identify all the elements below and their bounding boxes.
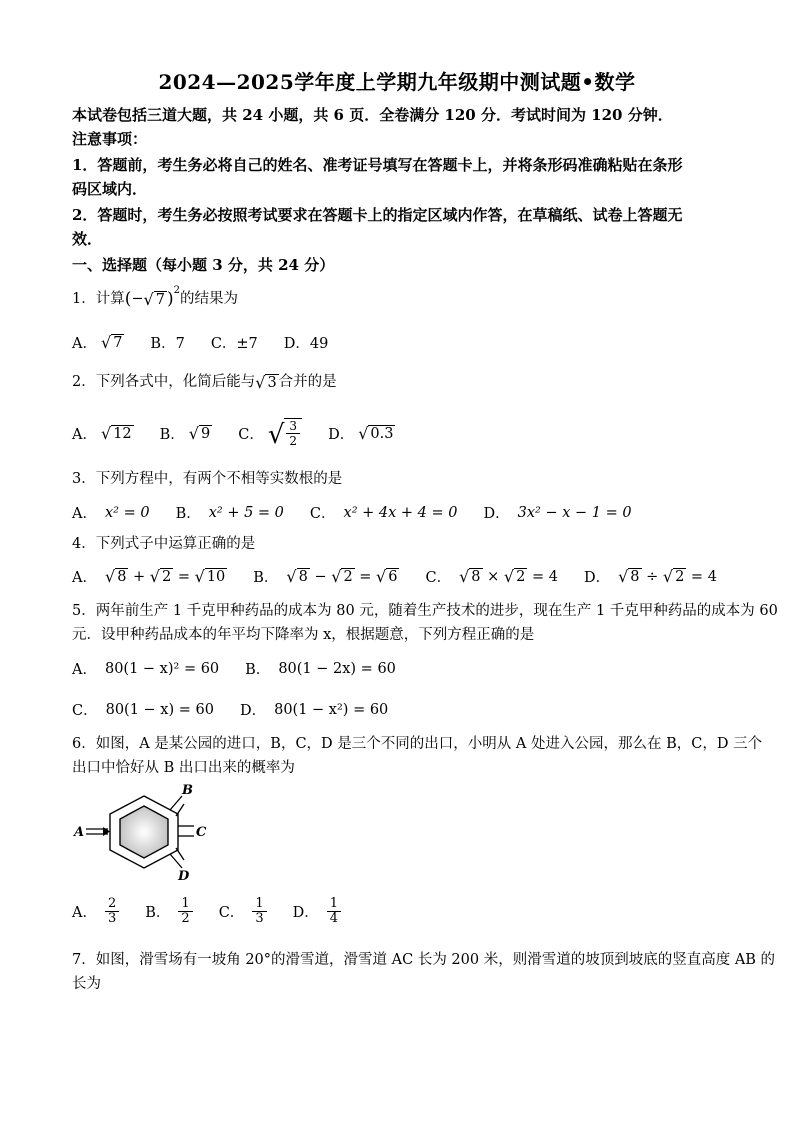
inner-hexagon (120, 806, 168, 858)
q1-option-b[interactable]: B．7 (150, 336, 185, 352)
q1-option-d[interactable]: D．49 (283, 336, 329, 352)
q5-option-c[interactable]: C． 80(1 − x) = 60 (72, 701, 214, 719)
q4-options (72, 566, 743, 587)
question-3: 3．下列方程中，有两个不相等实数根的是 (72, 471, 343, 487)
note-2-line-1: 2．答题时，考生务必按照考试要求在答题卡上的指定区域内作答，在草稿纸、试卷上答题无 (72, 206, 683, 224)
q3-option-a[interactable]: A． x² = 0 (72, 504, 150, 522)
q2-option-b[interactable]: B． √ 9 (159, 423, 211, 443)
q5-option-d[interactable]: D． 80(1 − x²) = 60 (239, 701, 389, 719)
question-1: 1．计算 ( − √ 7 ) $^2$ 的结果为 (72, 285, 238, 309)
q1-sqrt: √ 7 (143, 289, 165, 309)
q5-options-row-2 (72, 699, 414, 720)
q1-prefix: 1．计算 (72, 291, 125, 307)
section-1-heading: 一、选择题（每小题 3 分，共 24 分） (72, 256, 335, 274)
q2-option-c[interactable]: C． √ $\frac{3}{2}$ (238, 418, 302, 448)
q1-option-a[interactable]: A． √ 7 (72, 333, 123, 352)
question-4: 4．下列式子中运算正确的是 (72, 536, 256, 552)
exit-path-d (170, 854, 182, 868)
q3-option-b[interactable]: B． x² + 5 = 0 (175, 504, 284, 522)
q3-option-d[interactable]: D． 3x² − x − 1 = 0 (483, 504, 632, 522)
note-1-line-2: 码区域内． (72, 180, 148, 198)
question-6-line-1: 6．如图，A 是某公园的进口，B，C，D 是三个不同的出口，小明从 A 处进入公园，那么在 B，C，D 三个 (72, 736, 763, 752)
label-d: D (178, 869, 190, 882)
q1-option-c[interactable]: C．±7 (210, 336, 258, 352)
question-6-line-2: 出口中恰好从 B 出口出来的概率为 (72, 760, 295, 776)
q6-option-b[interactable]: B． $\frac{1}{2}$ (145, 897, 192, 926)
note-2-line-2: 效． (72, 230, 103, 248)
q6-option-c[interactable]: C． $\frac{1}{3}$ (219, 897, 267, 926)
entrance-arrow-head (103, 827, 110, 836)
q6-option-a[interactable]: A． $\frac{2}{3}$ (72, 897, 119, 926)
exam-intro: 本试卷包括三道大题，共 24 小题，共 6 页．全卷满分 120 分．考试时间为 120 分钟． (72, 106, 673, 124)
label-a: A (74, 825, 85, 840)
label-c: C (196, 825, 207, 840)
q2-option-a[interactable]: A． √ 12 (72, 423, 132, 443)
q4-option-a[interactable]: A． √ 8 + √ 2 = √ 10 (72, 567, 226, 586)
page-title: 2024—2025学年度上学期九年级期中测试题•数学 (158, 70, 636, 94)
note-1-line-1: 1．答题前，考生务必将自己的姓名、准考证号填写在答题卡上，并将条形码准确粘贴在条形 (72, 156, 683, 174)
q4-option-b[interactable]: B． √ 8 − √ 2 = √ 6 (253, 567, 398, 586)
q6-options (72, 897, 367, 926)
q2-options (72, 418, 421, 448)
notice-heading: 注意事项： (72, 130, 148, 148)
q3-option-c[interactable]: C． x² + 4x + 4 = 0 (309, 504, 458, 522)
exit-path-d-2 (176, 848, 184, 860)
q1-options (72, 332, 354, 353)
park-diagram (70, 782, 220, 882)
question-7-line-2: 长为 (72, 976, 101, 992)
q3-options (72, 502, 658, 523)
question-7-line-1: 7．如图，滑雪场有一坡角 20°的滑雪道，滑雪道 AC 长为 200 米，则滑雪道的坡顶到坡底的竖直高度 AB 的 (72, 952, 776, 968)
q6-option-d[interactable]: D． $\frac{1}{4}$ (293, 897, 341, 926)
exit-path-b-2 (176, 804, 184, 816)
question-2: 2．下列各式中，化简后能与 √ 3 合并的是 (72, 372, 337, 392)
question-5-line-2: 元．设甲种药品成本的年平均下降率为 x，根据题意，下列方程正确的是 (72, 627, 535, 643)
q5-options-row-1 (72, 658, 422, 679)
q1-suffix: 的结果为 (179, 291, 238, 307)
question-5-line-1: 5．两年前生产 1 千克甲种药品的成本为 80 元，随着生产技术的进步，现在生产 1 千克甲种药品的成本为 60 (72, 603, 778, 619)
q4-option-c[interactable]: C． √ 8 × √ 2 = 4 (425, 567, 558, 586)
q5-option-a[interactable]: A． 80(1 − x)² = 60 (72, 660, 220, 678)
q4-option-d[interactable]: D． √ 8 ÷ √ 2 = 4 (583, 567, 717, 586)
q2-option-d[interactable]: D． √ 0.3 (328, 423, 394, 443)
label-b: B (182, 783, 193, 798)
q5-option-b[interactable]: B． 80(1 − 2x) = 60 (245, 660, 396, 678)
exit-path-b (170, 796, 182, 810)
